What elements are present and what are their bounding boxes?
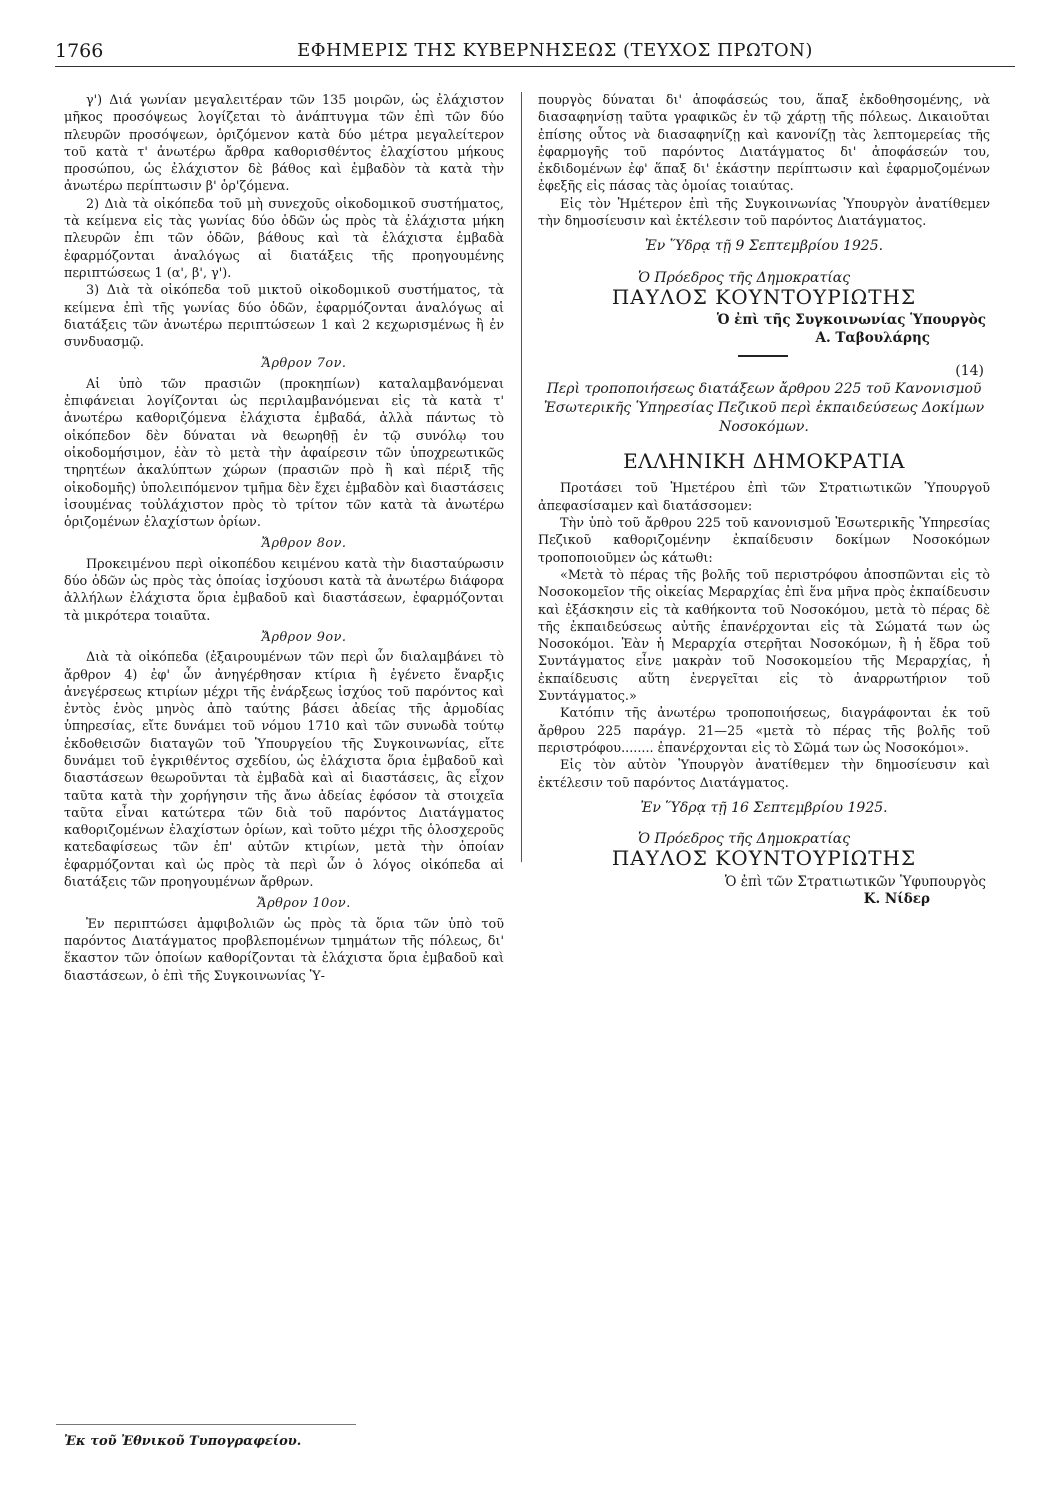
page-header: [55, 38, 1015, 67]
decree-title: Περὶ τροποποιήσεως διατάξεων ἄρθρου 225 τοῦ Κανονισμοῦ Ἐσωτερικῆς Ὑπηρεσίας Πεζικοῦ περὶ ἐκπαιδεύσεως Δοκίμων Νοσοκόμων.: [543, 381, 985, 436]
president-title: Ὁ Πρόεδρος τῆς Δημοκρατίας: [637, 269, 851, 286]
paragraph: Προκειμένου περὶ οἰκοπέδου κειμένου κατὰ τὴν διασταύρωσιν δύο ὁδῶν ὡς πρὸς τὰς ὁποίας ἰσχύουσι κατὰ τὰ ἀνωτέρω διάφορα ἀλλήλων ἐλάχιστα ὅρια ἐμβαδοῦ καὶ διαστάσεων, ἐφαρμόζονται τὰ μικρότερα τοιαῦτα.: [64, 556, 504, 624]
page-number: 1766: [55, 40, 104, 62]
paragraph: Εἰς τὸν Ἡμέτερον ἐπὶ τῆς Συγκοινωνίας Ὑπουργὸν ἀνατίθεμεν τὴν δημοσίευσιν καὶ ἐκτέλεσιν τοῦ παρόντος Διατάγματος.: [538, 196, 990, 230]
minister-title: Ὁ ἐπὶ τῶν Στρατιωτικῶν Ὑφυπουργὸς: [724, 873, 986, 890]
paragraph: γ') Διά γωνίαν μεγαλειτέραν τῶν 135 μοιρῶν, ὡς ἐλάχιστον μῆκος προσόψεως λογίζεται τὸ ἀνάπτυγμα τῶν ἐπὶ τῶν δύο πλευρῶν προσόψεων, ὁριζόμενον κατὰ δύο μέτρα μεγαλείτερον τοῦ κατὰ τ' ἀνωτέρω ἄρθρα καθορισθέντος ἐλαχίστου μήκους προσώπου, ὡς ἐλάχιστον δὲ βάθος καὶ ἐμβαδὸν τὰ κατὰ τὴν ἀνωτέρω περίπτωσιν β' ὁρ'ζόμενα.: [64, 93, 504, 195]
minister-name: Κ. Νίδερ: [863, 890, 930, 907]
decree-number: (14): [955, 362, 984, 379]
paragraph: Διὰ τὰ οἰκόπεδα (ἐξαιρουμένων τῶν περὶ ὧν διαλαμβάνει τὸ ἄρθρον 4) ἐφ' ὧν ἀνηγέρθησαν κτίρια ἢ ἐγένετο ἔναρξις ἀνεγέρσεως κτιρίων μέχρι τῆς ἐνάρξεως ἰσχύος τοῦ παρόντος καὶ ἐντὸς ἑνὸς μηνὸς ἀπὸ ταύτης βάσει ἀδείας τῆς ἁρμοδίας ὑπηρεσίας, εἴτε δυνάμει τοῦ νόμου 1710 καὶ τῶν συνωδὰ τούτῳ ἐκδοθεισῶν διαταγῶν τοῦ Ὑπουργείου τῆς Συγκοινωνίας, εἴτε δυνάμει τοῦ ἐγκριθέντος σχεδίου, ὡς ἐλάχιστα ὅρια ἐμβαδοῦ καὶ διαστάσεων θεωροῦνται τὰ ἐμβαδὰ καὶ αἱ διαστάσεις, ἃς εἶχον ταῦτα κατὰ τὴν χορήγησιν τῆς ἄνω ἀδείας ἐφόσον τὰ στοιχεῖα ταῦτα εἶναι κατώτερα τῶν διὰ τοῦ παρόντος Διατάγματος καθοριζομένων ἐλαχίστων ὁρίων, καὶ τοῦτο μέχρι τῆς ὁλοσχεροῦς κατεδαφίσεως τῶν ἐπ' αὐτῶν κτιρίων, μετὰ τὴν ὁποίαν ἐφαρμόζονται καὶ ὡς πρὸς τὰ περὶ ὧν ὁ λόγος οἰκόπεδα αἱ διατάξεις τῶν προηγουμένων ἄρθρων.: [64, 650, 504, 891]
paragraph: 2) Διὰ τὰ οἰκόπεδα τοῦ μὴ συνεχοῦς οἰκοδομικοῦ συστήματος, τὰ κείμενα εἰς τὰς γωνίας δύο ὁδῶν ὡς πρὸς τὰ ἐλάχιστα μήκη πλευρῶν ἐπι τῶν ὁδῶν, βάθους καὶ τὰ ἐλάχιστα ἐμβαδὰ ἐφαρμόζονται ἀναλόγως αἱ διατάξεις τῆς προηγουμένης περιπτώσεως 1 (α', β', γ').: [64, 196, 504, 281]
left-column: [64, 92, 504, 985]
gazette-title: ΕΦΗΜΕΡΙΣ ΤΗΣ ΚΥΒΕΡΝΗΣΕΩΣ (ΤΕΥΧΟΣ ΠΡΩΤΟΝ): [297, 40, 813, 61]
paragraph: Τὴν ὑπὸ τοῦ ἄρθρου 225 τοῦ κανονισμοῦ Ἐσωτερικῆς Ὑπηρεσίας Πεζικοῦ καθοριζομένην ἐκπαίδευσιν δοκίμων Νοσοκόμων τροποποιοῦμεν ὡς κάτωθι:: [538, 516, 990, 566]
paragraph: πουργὸς δύναται δι' ἀποφάσεώς του, ἅπαξ ἐκδοθησομένης, νὰ διασαφηνίσῃ ταῦτα γραφικῶς ἐν τῷ χάρτῃ τῆς πόλεως. Δικαιοῦται ἐπίσης οὗτος νὰ διασαφηνίζῃ καὶ κανονίζῃ τὰς λεπτομερείας τῆς ἐφαρμογῆς τοῦ παρόντος Διατάγματος δι' ἀποφάσεών του, ἐκδιδομένων ἐφ' ἅπαξ δι' ἑκάστην περίπτωσιν καὶ ἐφαρμοζομένων ἐφεξῆς εἰς πάσας τὰς ὁμοίας τοιαύτας.: [538, 93, 990, 195]
paragraph: Ἐν περιπτώσει ἀμφιβολιῶν ὡς πρὸς τὰ ὅρια τῶν ὑπὸ τοῦ παρόντος Διατάγματος προβλεπομένων τμημάτων τῆς πόλεως, δι' ἕκαστον τῶν ὁποίων καθορίζονται τὰ ἐλάχιστα ὅρια ἐμβαδοῦ καὶ διαστάσεων, ὁ ἐπὶ τῆς Συγκοινωνίας Ὑ-: [64, 916, 504, 984]
separator-rule: [738, 355, 788, 357]
paragraph: Εἰς τὸν αὐτὸν Ὑπουργὸν ἀνατίθεμεν τὴν δημοσίευσιν καὶ ἐκτέλεσιν τοῦ παρόντος Διατάγματος.: [538, 758, 990, 791]
article-heading: Ἄρθρον 9ον.: [261, 629, 347, 645]
article-heading: Ἄρθρον 10ον.: [257, 896, 351, 912]
decree-date: Ἐν Ὕδρᾳ τῇ 16 Σεπτεμβρίου 1925.: [640, 799, 888, 816]
president-title: Ὁ Πρόεδρος τῆς Δημοκρατίας: [637, 831, 851, 848]
minister-title: Ὁ ἐπὶ τῆς Συγκοινωνίας Ὑπουργὸς: [716, 312, 986, 329]
republic-heading: ΕΛΛΗΝΙΚΗ ΔΗΜΟΚΡΑΤΙΑ: [623, 449, 905, 474]
article-heading: Ἄρθρον 7ον.: [261, 356, 347, 372]
column-divider: [521, 92, 522, 862]
paragraph: «Μετὰ τὸ πέρας τῆς βολῆς τοῦ περιστρόφου ἀποσπῶνται εἰς τὸ Νοσοκομεῖον τῆς οἰκείας Μεραρχίας ἐπὶ ἕνα μῆνα πρὸς ἐκπαίδευσιν καὶ ἐξάσκησιν εἰς τὰ καθήκοντα τοῦ Νοσοκόμου, μετὰ τὸ πέρας δὲ τῆς ἐκπαιδεύσεως αὐτῆς ἐπανέρχονται εἰς τὰ Σώματά των ὡς Νοσοκόμοι. Ἐὰν ἡ Μεραρχία στερῆται Νοσοκόμων, ἢ ἡ ἕδρα τοῦ Συντάγματος εἶνε μακρὰν τοῦ Νοσοκομείου τῆς Μεραρχίας, ἡ ἐκπαίδευσις αὕτη ἐνεργεῖται εἰς τὸ ἀναρρωτήριον τοῦ Συντάγματος.»: [538, 567, 990, 705]
president-name: ΠΑΥΛΟΣ ΚΟΥΝΤΟΥΡΙΩΤΗΣ: [611, 846, 917, 871]
paragraph: Αἱ ὑπὸ τῶν πρασιῶν (προκηπίων) καταλαμβανόμεναι ἐπιφάνειαι λογίζονται ὡς περιλαμβανόμεναι εἰς τὰ κατὰ τ' ἀνωτέρω καθοριζόμενα ἐλάχιστα ἐμβαδά, ἀλλὰ πάντως τὸ οἰκόπεδον δὲν δύναται νὰ θεωρηθῇ ἐν τῷ συνόλῳ του οἰκοδομήσιμον, ἐὰν τὸ μετὰ τὴν ἀφαίρεσιν τῶν ὑποχρεωτικῶς τηρητέων ἀκαλύπτων χώρων (πρασιῶν πρὸ ἢ καὶ πέριξ τῆς οἰκοδομῆς) ὑπολειπόμενον τμῆμα δὲν ἔχει ἐμβαδὸν καὶ διαστάσεις ἰσουμένας τοὐλάχιστον πρὸς τὸ τρίτον τῶν κατὰ τὰ ἀνωτέρω ὁριζομένων ἐλαχίστων ὁρίων.: [64, 376, 504, 531]
right-column: [538, 92, 990, 908]
printer-imprint: Ἐκ τοῦ Ἐθνικοῦ Τυπογραφείου.: [64, 1434, 302, 1449]
minister-name: Α. Ταβουλάρης: [815, 329, 930, 346]
paragraph: 3) Διὰ τὰ οἰκόπεδα τοῦ μικτοῦ οἰκοδομικοῦ συστήματος, τὰ κείμενα ἐπὶ τῆς γωνίας δύο ὁδῶν, ἐφαρμόζονται ἀναλόγως αἱ διατάξεις τῶν ἀνωτέρω περιπτώσεων 1 καὶ 2 κεχωρισμένως ἢ ἐν συνδυασμῷ.: [64, 283, 504, 351]
footer-rule: [56, 1424, 356, 1425]
article-heading: Ἄρθρον 8ον.: [261, 536, 347, 552]
decree-date: Ἐν Ὕδρᾳ τῇ 9 Σεπτεμβρίου 1925.: [644, 238, 884, 255]
paragraph: Προτάσει τοῦ Ἡμετέρου ἐπὶ τῶν Στρατιωτικῶν Ὑπουργοῦ ἀπεφασίσαμεν καὶ διατάσσομεν:: [538, 481, 990, 514]
president-name: ΠΑΥΛΟΣ ΚΟΥΝΤΟΥΡΙΩΤΗΣ: [611, 284, 917, 309]
paragraph: Κατόπιν τῆς ἀνωτέρω τροποποιήσεως, διαγράφονται ἐκ τοῦ ἄρθρου 225 παράγρ. 21—25 «μετὰ τὸ πέρας τῆς βολῆς τοῦ περιστρόφου........ ἐπανέρχονται εἰς τὸ Σῶμά των ὡς Νοσοκόμοι».: [538, 706, 990, 756]
